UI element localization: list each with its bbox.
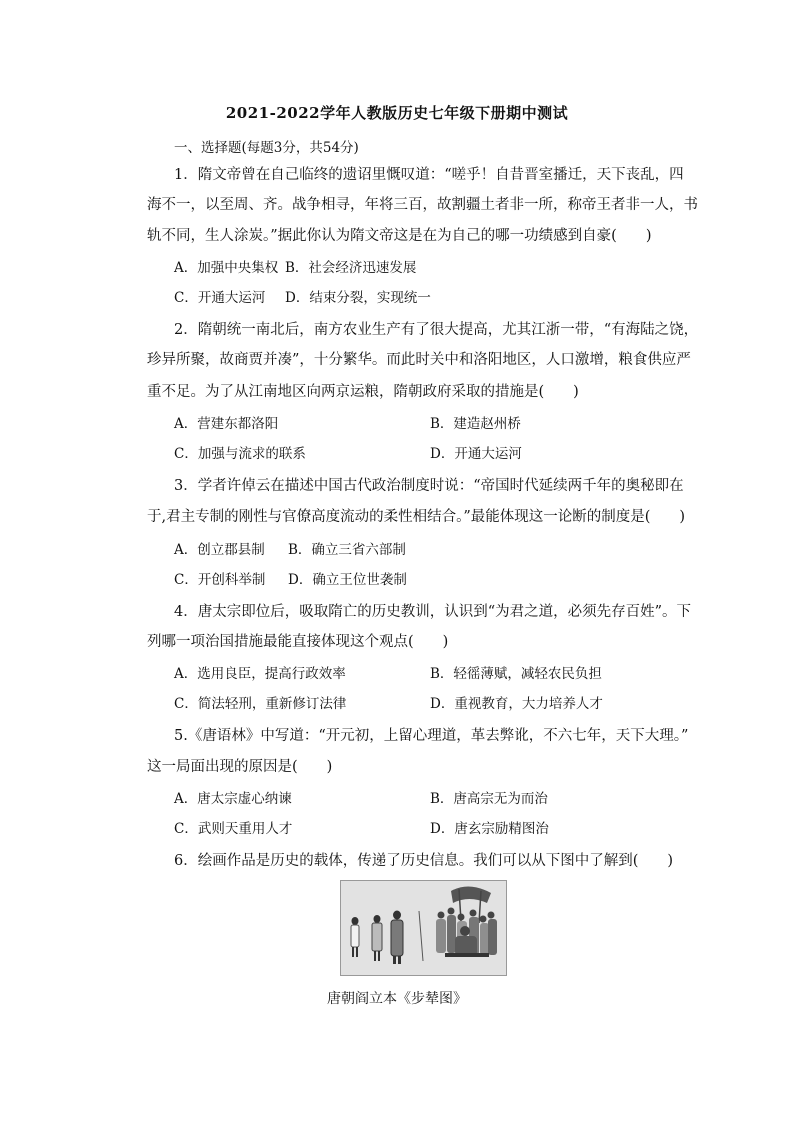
q4-option-b: B．轻徭薄赋，减轻农民负担	[430, 666, 602, 682]
q4-line-1: 4．唐太宗即位后，吸取隋亡的历史教训，认识到“为君之道，必须先存百姓”。下	[174, 604, 692, 620]
q1-option-a: A．加强中央集权	[174, 260, 279, 276]
section-heading: 一、选择题(每题3分，共54分)	[174, 140, 359, 156]
q3-option-d: D．确立王位世袭制	[288, 572, 407, 588]
q5-option-d: D．唐玄宗励精图治	[430, 821, 549, 837]
q2-option-c: C．加强与流求的联系	[174, 446, 306, 462]
q2-option-a: A．营建东都洛阳	[174, 416, 279, 432]
q3-line-1: 3．学者许倬云在描述中国古代政治制度时说：“帝国时代延续两千年的奥秘即在	[174, 478, 684, 494]
q5-option-b: B．唐高宗无为而治	[430, 791, 548, 807]
q3-option-c: C．开创科举制	[174, 572, 266, 588]
q3-line-2: 于,君主专制的刚性与官僚高度流动的柔性相结合。”最能体现这一论断的制度是( )	[147, 509, 686, 525]
q5-option-a: A．唐太宗虚心纳谏	[174, 791, 292, 807]
q1-line-1: 1．隋文帝曾在自己临终的遗诏里慨叹道：“嗟乎！自昔晋室播迁，天下丧乱，四	[174, 167, 684, 183]
q1-option-c: C．开通大运河	[174, 290, 266, 306]
q6-line-1: 6．绘画作品是历史的载体，传递了历史信息。我们可以从下图中了解到( )	[174, 853, 674, 869]
q5-line-1: 5.《唐语林》中写道：“开元初，上留心理道，革去弊讹，不六七年，天下大理。”	[174, 728, 689, 744]
q1-option-d: D．结束分裂，实现统一	[285, 290, 431, 306]
painting-illustration	[341, 881, 506, 975]
q1-option-b: B．社会经济迅速发展	[285, 260, 417, 276]
q2-option-b: B．建造赵州桥	[430, 416, 521, 432]
q5-line-2: 这一局面出现的原因是( )	[147, 759, 333, 775]
q4-option-c: C．简法轻刑，重新修订法律	[174, 696, 347, 712]
painting-image	[340, 880, 507, 976]
q3-option-a: A．创立郡县制	[174, 542, 265, 558]
q3-option-b: B．确立三省六部制	[288, 542, 406, 558]
q4-line-2: 列哪一项治国措施最能直接体现这个观点( )	[147, 634, 449, 650]
q2-line-2: 珍异所聚，故商贾并凑”，十分繁华。而此时关中和洛阳地区，人口激增，粮食供应严	[147, 352, 691, 368]
q2-line-3: 重不足。为了从江南地区向两京运粮，隋朝政府采取的措施是( )	[147, 384, 579, 400]
q1-line-3: 轨不同，生人涂炭。”据此你认为隋文帝这是在为自己的哪一功绩感到自豪( )	[147, 228, 652, 244]
page-title: 2021-2022学年人教版历史七年级下册期中测试	[225, 104, 569, 122]
q4-option-d: D．重视教育，大力培养人才	[430, 696, 603, 712]
q5-option-c: C．武则天重用人才	[174, 821, 293, 837]
figure-caption: 唐朝阎立本《步辇图》	[327, 991, 467, 1007]
q2-line-1: 2．隋朝统一南北后，南方农业生产有了很大提高，尤其江浙一带，“有海陆之饶，	[174, 322, 699, 338]
q2-option-d: D．开通大运河	[430, 446, 522, 462]
q4-option-a: A．选用良臣，提高行政效率	[174, 666, 346, 682]
q1-line-2: 海不一，以至周、齐。战争相寻，年将三百，故割疆土者非一所，称帝王者非一人，书	[147, 197, 698, 213]
